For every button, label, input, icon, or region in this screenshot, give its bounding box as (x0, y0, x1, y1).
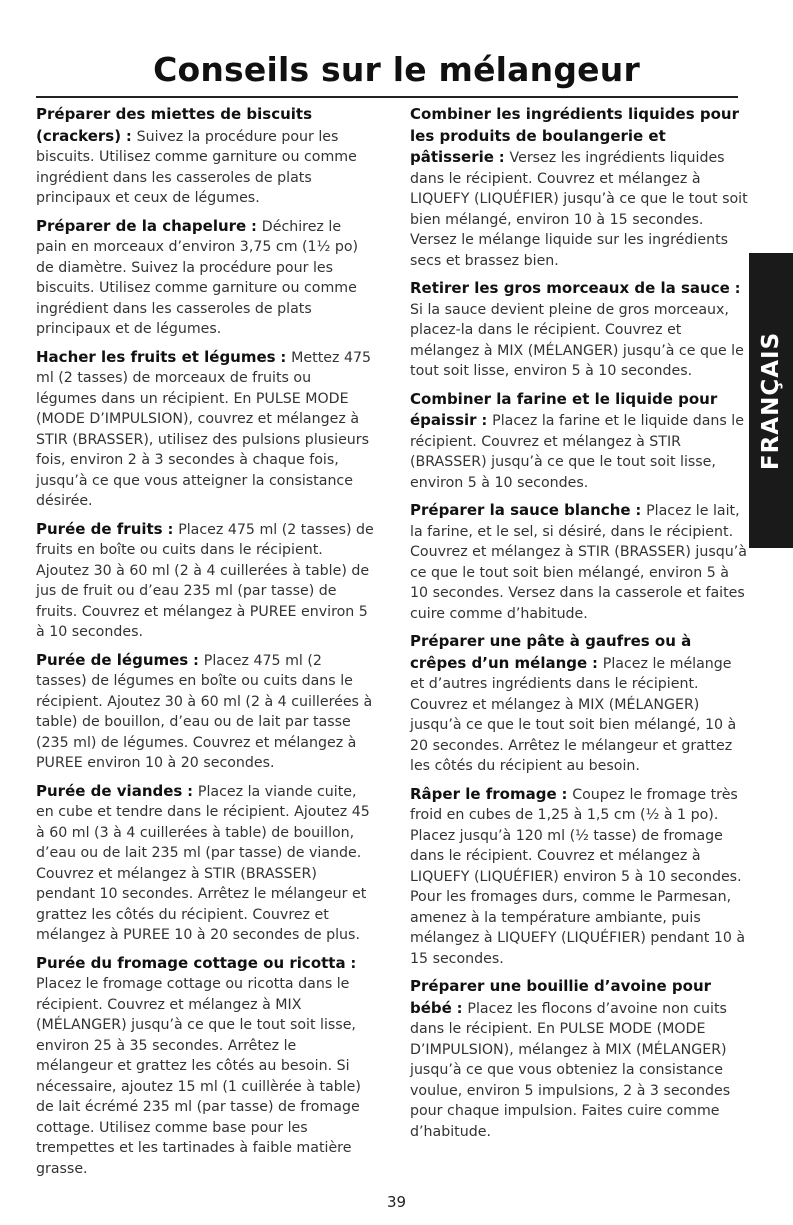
tip-fruit-puree: Purée de fruits : Placez 475 ml (2 tasses) de fruits en boîte ou cuits dans le récipient. Ajoutez 30 à 60 ml (2 à 4 cuillerées à table) de jus de fruit ou d’eau 235 ml (par tasse) de fruits. Couvrez et mélangez à PUREE environ 5 à 10 secondes. (36, 519, 374, 640)
tip-meat-puree: Purée de viandes : Placez la viande cuite, en cube et tendre dans le récipient. Ajoutez 45 à 60 ml (3 à 4 cuillerées à table) de bouillon, d’eau ou de lait 235 ml (par tasse) de viande. Couvrez et mélangez à STIR (BRASSER) pendant 10 secondes. Arrêtez le mélangeur et grattez les côtés du récipient. Couvrez et mélangez à PUREE 10 à 20 secondes de plus. (36, 781, 370, 943)
tip-heading: Préparer des miettes de biscuits (crackers) (36, 105, 313, 145)
tip-heading: Purée du fromage cottage ou ricotta (36, 953, 346, 972)
tip-body: Placez la farine et le liquide dans le récipient. Couvrez et mélangez à STIR (BRASSER) jusqu’à ce que le tout soit lisse, environ 5 à 10 secondes. (410, 413, 744, 491)
tip-body: Coupez le fromage très froid en cubes de 1,25 à 1,5 cm (½ à 1 po). Placez jusqu’à 120 ml (½ tasse) de fromage dans le récipient. Couvrez et mélangez à LIQUEFY (LIQUÉFIER) environ 5 à 10 secondes. Pour les fromages durs, comme le Parmesan, amenez à la température ambiante, puis mélangez à LIQUEFY (LIQUÉFIER) pendant 10 à 15 secondes. (410, 786, 746, 967)
tip-heading: Purée de fruits (36, 519, 163, 538)
language-tab (749, 253, 793, 548)
tip-heading: Purée de légumes (36, 650, 189, 669)
tip-body: Placez le fromage cottage ou ricotta dans le récipient. Couvrez et mélangez à MIX (MÉLANGER) jusqu’à ce que le tout soit lisse, environ 25 à 35 secondes. Arrêtez le mélangeur et grattez les côtés au besoin. Si nécessaire, ajoutez 15 ml (1 cuillèrée à table) de lait écrémé 235 ml (par tasse) de fromage cottage. Utilisez comme base pour les trempettes et les tartinades à faible matière grasse. (36, 976, 361, 1177)
tip-heading: Préparer de la chapelure (36, 216, 247, 235)
tip-body: Suivez la procédure pour les biscuits. Utilisez comme garniture ou comme ingrédient dans les casseroles de plats principaux et ceux de légumes. (36, 128, 357, 206)
tip-heading: Hacher les fruits et légumes (36, 347, 276, 366)
tip-heading: Préparer une pâte à gaufres ou à crêpes d’un mélange (410, 632, 692, 672)
tip-waffle-batter: Préparer une pâte à gaufres ou à crêpes d’un mélange : Placez le mélange et d’autres ingrédients dans le récipient. Couvrez et mélangez à MIX (MÉLANGER) jusqu’à ce que le tout soit bien mélangé, 10 à 20 secondes. Arrêtez le mélangeur et grattez les côtés du récipient au besoin. (410, 632, 737, 774)
tip-heading: Combiner la farine et le liquide pour épaissir (410, 389, 718, 429)
tip-body: Placez 475 ml (2 tasses) de légumes en boîte ou cuits dans le récipient. Ajoutez 30 à 60 ml (2 à 4 cuillerées à table) de bouillon, d’eau ou de lait par tasse (235 ml) de légumes. Couvrez et mélangez à PUREE environ 10 à 20 secondes. (36, 652, 373, 771)
tip-body: Placez le mélange et d’autres ingrédients dans le récipient. Couvrez et mélangez à MIX (MÉLANGER) jusqu’à ce que le tout soit bien mélangé, 10 à 20 secondes. Arrêtez le mélangeur et grattez les côtés du récipient au besoin. (410, 655, 737, 774)
tip-heading: Préparer une bouillie d’avoine pour bébé (410, 977, 712, 1017)
tip-body: Déchirez le pain en morceaux d’environ 3,75 cm (1½ po) de diamètre. Suivez la procédure pour les biscuits. Utilisez comme garniture ou comme ingrédient dans les casseroles de plats principaux et de légumes. (36, 218, 359, 337)
tip-heading: Retirer les gros morceaux de la sauce (410, 279, 730, 297)
left-column (36, 104, 374, 1186)
tip-grate-cheese: Râper le fromage : Coupez le fromage très froid en cubes de 1,25 à 1,5 cm (½ à 1 po). Placez jusqu’à 120 ml (½ tasse) de fromage dans le récipient. Couvrez et mélangez à LIQUEFY (LIQUÉFIER) environ 5 à 10 secondes. Pour les fromages durs, comme le Parmesan, amenez à la température ambiante, puis mélangez à LIQUEFY (LIQUÉFIER) pendant 10 à 15 secondes. (410, 784, 746, 967)
tip-heading: Purée de viandes (36, 781, 183, 800)
tip-flour-liquid: Combiner la farine et le liquide pour épaissir : Placez la farine et le liquide dans le récipient. Couvrez et mélangez à STIR (BRASSER) jusqu’à ce que le tout soit lisse, environ 5 à 10 secondes. (410, 389, 744, 491)
tip-body: Versez les ingrédients liquides dans le récipient. Couvrez et mélangez à LIQUEFY (LIQUÉFIER) jusqu’à ce que le tout soit bien mélangé, environ 10 à 15 secondes. Versez le mélange liquide sur les ingrédients secs et brassez bien. (410, 150, 748, 269)
tip-white-sauce: Préparer la sauce blanche : Placez le lait, la farine, et le sel, si désiré, dans le récipient. Couvrez et mélangez à STIR (BRASSER) jusqu’à ce que le tout soit bien mélangé, environ 5 à 10 secondes. Versez dans la casserole et faites cuire comme d’habitude. (410, 501, 747, 622)
tip-body: Si la sauce devient pleine de gros morceaux, placez-la dans le récipient. Couvrez et mélangez à MIX (MÉLANGER) jusqu’à ce que le tout soit lisse, environ 5 à 10 secondes. (410, 301, 744, 379)
title-rule (36, 96, 738, 98)
tip-body: Placez le lait, la farine, et le sel, si désiré, dans le récipient. Couvrez et mélangez à STIR (BRASSER) jusqu’à ce que le tout soit bien mélangé, environ 5 à 10 secondes. Versez dans la casserole et faites cuire comme d’habitude. (410, 503, 747, 622)
tip-chop-fruits-vegetables: Hacher les fruits et légumes : Mettez 475 ml (2 tasses) de morceaux de fruits ou légumes dans un récipient. En PULSE MODE (MODE D’IMPULSION), couvrez et mélangez à STIR (BRASSER), utilisez des pulsions plusieurs fois, environ 2 à 3 secondes à chaque fois, jusqu’à ce que vous atteigner la consistance désirée. (36, 347, 372, 509)
page-number: 39 (386, 1193, 407, 1211)
tip-combine-liquids: Combiner les ingrédients liquides pour les produits de boulangerie et pâtisserie : Versez les ingrédients liquides dans le récipient. Couvrez et mélangez à LIQUEFY (LIQUÉFIER) jusqu’à ce que le tout soit bien mélangé, environ 10 à 15 secondes. Versez le mélange liquide sur les ingrédients secs et brassez bien. (410, 105, 748, 269)
tip-vegetable-puree: Purée de légumes : Placez 475 ml (2 tasses) de légumes en boîte ou cuits dans le récipient. Ajoutez 30 à 60 ml (2 à 4 cuillerées à table) de bouillon, d’eau ou de lait par tasse (235 ml) de légumes. Couvrez et mélangez à PUREE environ 10 à 20 secondes. (36, 650, 373, 771)
tip-remove-lumps: Retirer les gros morceaux de la sauce : Si la sauce devient pleine de gros morceaux, placez-la dans le récipient. Couvrez et mélangez à MIX (MÉLANGER) jusqu’à ce que le tout soit lisse, environ 5 à 10 secondes. (410, 279, 744, 379)
language-tab-label: FRANÇAIS (758, 331, 784, 470)
tip-baby-oatmeal: Préparer une bouillie d’avoine pour bébé : Placez les flocons d’avoine non cuits dans le récipient. En PULSE MODE (MODE D’IMPULSION), mélangez à MIX (MÉLANGER) jusqu’à ce que vous obteniez la consistance voulue, environ 5 impulsions, 2 à 3 secondes pour chaque impulsion. Faites cuire comme d’habitude. (410, 977, 731, 1140)
tip-body: Placez la viande cuite, en cube et tendre dans le récipient. Ajoutez 45 à 60 ml (3 à 4 cuillerées à table) de bouillon, d’eau ou de lait 235 ml (par tasse) de viande. Couvrez et mélangez à STIR (BRASSER) pendant 10 secondes. Arrêtez le mélangeur et grattez les côtés du récipient. Couvrez et mélangez à PUREE 10 à 20 secondes de plus. (36, 783, 370, 943)
tip-body: Placez les flocons d’avoine non cuits dans le récipient. En PULSE MODE (MODE D’IMPULSION), mélangez à MIX (MÉLANGER) jusqu’à ce que vous obteniez la consistance voulue, environ 5 impulsions, 2 à 3 secondes pour chaque impulsion. Faites cuire comme d’habitude. (410, 1000, 731, 1140)
tip-cottage-cheese-puree: Purée du fromage cottage ou ricotta : Placez le fromage cottage ou ricotta dans le récipient. Couvrez et mélangez à MIX (MÉLANGER) jusqu’à ce que le tout soit lisse, environ 25 à 35 secondes. Arrêtez le mélangeur et grattez les côtés au besoin. Si nécessaire, ajoutez 15 ml (1 cuillèrée à table) de lait écrémé 235 ml (par tasse) de fromage cottage. Utilisez comme base pour les trempettes et les tartinades à faible matière grasse. (36, 953, 361, 1177)
tip-heading: Combiner les ingrédients liquides pour les produits de boulangerie et pâtisserie (410, 105, 739, 166)
tip-body: Mettez 475 ml (2 tasses) de morceaux de fruits ou légumes dans un récipient. En PULSE MODE (MODE D’IMPULSION), couvrez et mélangez à STIR (BRASSER), utilisez des pulsions plusieurs fois, environ 2 à 3 secondes à chaque fois, jusqu’à ce que vous atteigner la consistance désirée. (36, 349, 372, 509)
tip-heading: Préparer la sauce blanche (410, 501, 631, 519)
tip-bread-crumbs: Préparer de la chapelure : Déchirez le pain en morceaux d’environ 3,75 cm (1½ po) de diamètre. Suivez la procédure pour les biscuits. Utilisez comme garniture ou comme ingrédient dans les casseroles de plats principaux et de légumes. (36, 216, 359, 337)
tip-cracker-crumbs: Préparer des miettes de biscuits (crackers) : Suivez la procédure pour les biscuits. Utilisez comme garniture ou comme ingrédient dans les casseroles de plats principaux et ceux de légumes. (36, 105, 357, 206)
right-column (410, 104, 748, 1149)
page-title: Conseils sur le mélangeur (153, 50, 640, 89)
tip-body: Placez 475 ml (2 tasses) de fruits en boîte ou cuits dans le récipient. Ajoutez 30 à 60 ml (2 à 4 cuillerées à table) de jus de fruit ou d’eau 235 ml (par tasse) de fruits. Couvrez et mélangez à PUREE environ 5 à 10 secondes. (36, 521, 374, 640)
tip-heading: Râper le fromage (410, 784, 557, 803)
